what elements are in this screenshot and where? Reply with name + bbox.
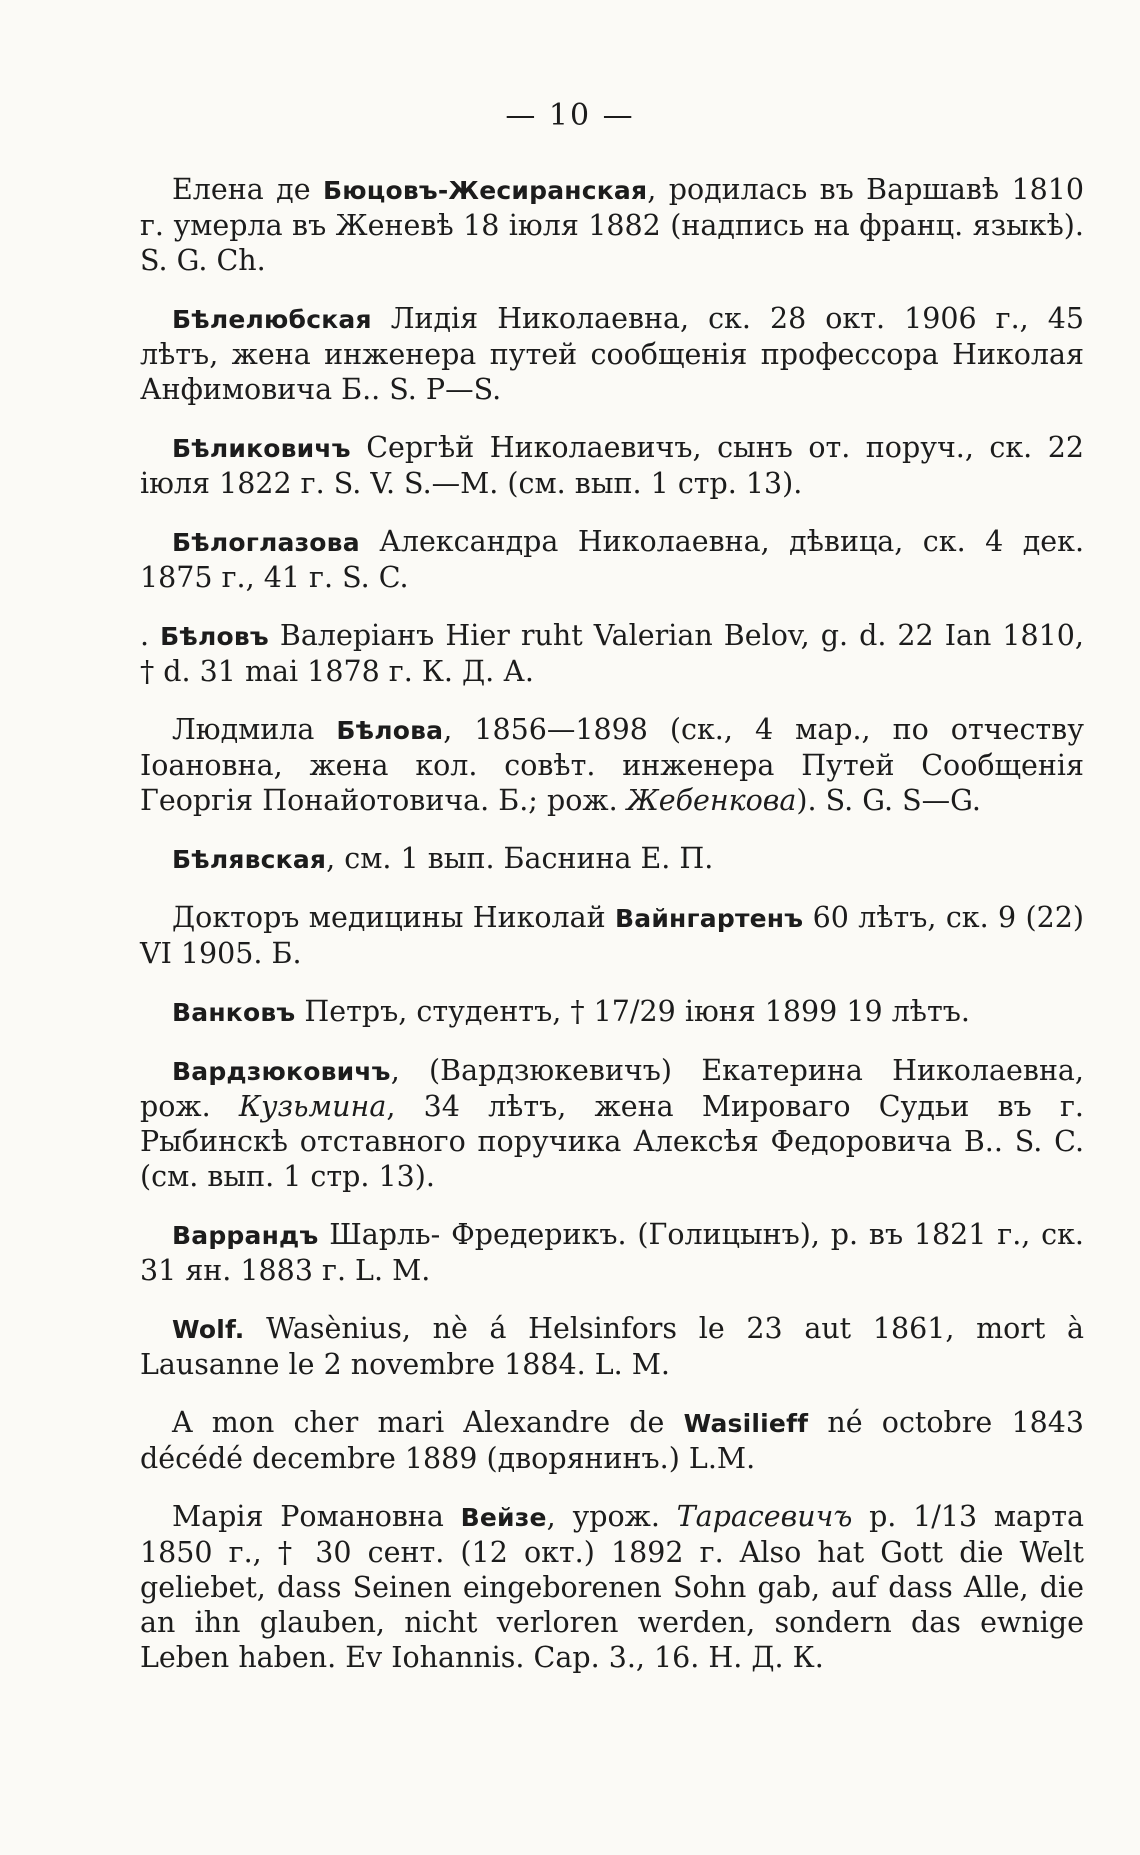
entry-name: Бѣлявская xyxy=(172,845,327,874)
entry-name: Бѣликовичъ xyxy=(172,434,351,463)
entry-name: Бѣлоглазова xyxy=(172,528,360,557)
entry: Докторъ медицины Николай Вайнгартенъ 60 лѣтъ, ск. 9 (22) VI 1905. Б. xyxy=(140,901,1084,970)
entry-name: Вайнгартенъ xyxy=(615,904,804,933)
entry: Ванковъ Петръ, студентъ, † 17/29 іюня 1899 19 лѣтъ. xyxy=(172,995,970,1028)
page-number: — 10 — xyxy=(505,98,635,133)
entry-name: Бѣловъ xyxy=(160,622,269,651)
entry-name: Вейзе xyxy=(460,1503,547,1532)
entry-name: Бѣлова xyxy=(336,716,444,745)
entry: Варрандъ Шарль- Фредерикъ. (Голицынъ), р. въ 1821 г., ск. 31 ян. 1883 г. L. M. xyxy=(140,1218,1084,1287)
entries-list xyxy=(140,172,1084,1698)
entry-name: Бѣлелюбская xyxy=(172,305,372,334)
entry-name: Ванковъ xyxy=(172,998,296,1027)
entry: Бѣлявская, см. 1 вып. Баснина Е. П. xyxy=(172,842,714,875)
entry: Вардзюковичъ, (Вардзюкевичъ) Екатерина Николаевна, рож. Кузьмина, 34 лѣтъ, жена Мироваго Судьи въ г. Рыбинскѣ отставного поручика Алексѣя Федоровича В.. S. C. (см. вып. 1 стр. 13). xyxy=(140,1054,1084,1193)
entry: . Бѣловъ Валеріанъ Hier ruht Valerian Belov, g. d. 22 Ian 1810, † d. 31 mai 1878 г. К. Д. А. xyxy=(140,619,1084,688)
entry: Бѣликовичъ Сергѣй Николаевичъ, сынъ от. поруч., ск. 22 іюля 1822 г. S. V. S.—M. (см. вып. 1 стр. 13). xyxy=(140,431,1084,500)
entry-name: Wolf. xyxy=(172,1315,245,1344)
entry: Елена де Бюцовъ-Жесиранская, родилась въ Варшавѣ 1810 г. умерла въ Женевѣ 18 іюля 1882 (надпись на франц. языкѣ). S. G. Ch. xyxy=(140,173,1084,277)
entry: Людмила Бѣлова, 1856—1898 (ск., 4 мар., по отчеству Іоановна, жена кол. совѣт. инженера Путей Сообщенія Георгія Понайотовича. Б.; рож. Жебенкова). S. G. S—G. xyxy=(140,713,1084,817)
entry-name: Варрандъ xyxy=(172,1221,319,1250)
entry: Бѣлоглазова Александра Николаевна, дѣвица, ск. 4 дек. 1875 г., 41 г. S. C. xyxy=(140,525,1084,594)
entry-name: Бюцовъ-Жесиранская xyxy=(322,176,648,205)
entry: Бѣлелюбская Лидія Николаевна, ск. 28 окт. 1906 г., 45 лѣтъ, жена инженера путей сообщенія профессора Николая Анфимовича Б.. S. P—S. xyxy=(140,302,1084,406)
entry-name: Wasilieff xyxy=(683,1409,809,1438)
entry: Марія Романовна Вейзе, урож. Тарасевичъ р. 1/13 марта 1850 г., † 30 сент. (12 окт.) 1892 г. Also hat Gott die Welt geliebet, dass Seinen eingeborenen Sohn gab, auf dass Alle, die an ihn glauben, nicht verloren werden, sondern das ewnige Leben haben. Ev Iohannis. Cap. 3., 16. Н. Д. К. xyxy=(140,1500,1084,1674)
entry-name: Вардзюковичъ xyxy=(172,1057,391,1086)
entry: A mon cher mari Alexandre de Wasilieff né octobre 1843 décédé decembre 1889 (дворянинъ.) L.M. xyxy=(140,1406,1084,1475)
entry: Wolf. Wasènius, nè á Helsinfors le 23 aut 1861, mort à Lausanne le 2 novembre 1884. L. M. xyxy=(140,1312,1084,1381)
